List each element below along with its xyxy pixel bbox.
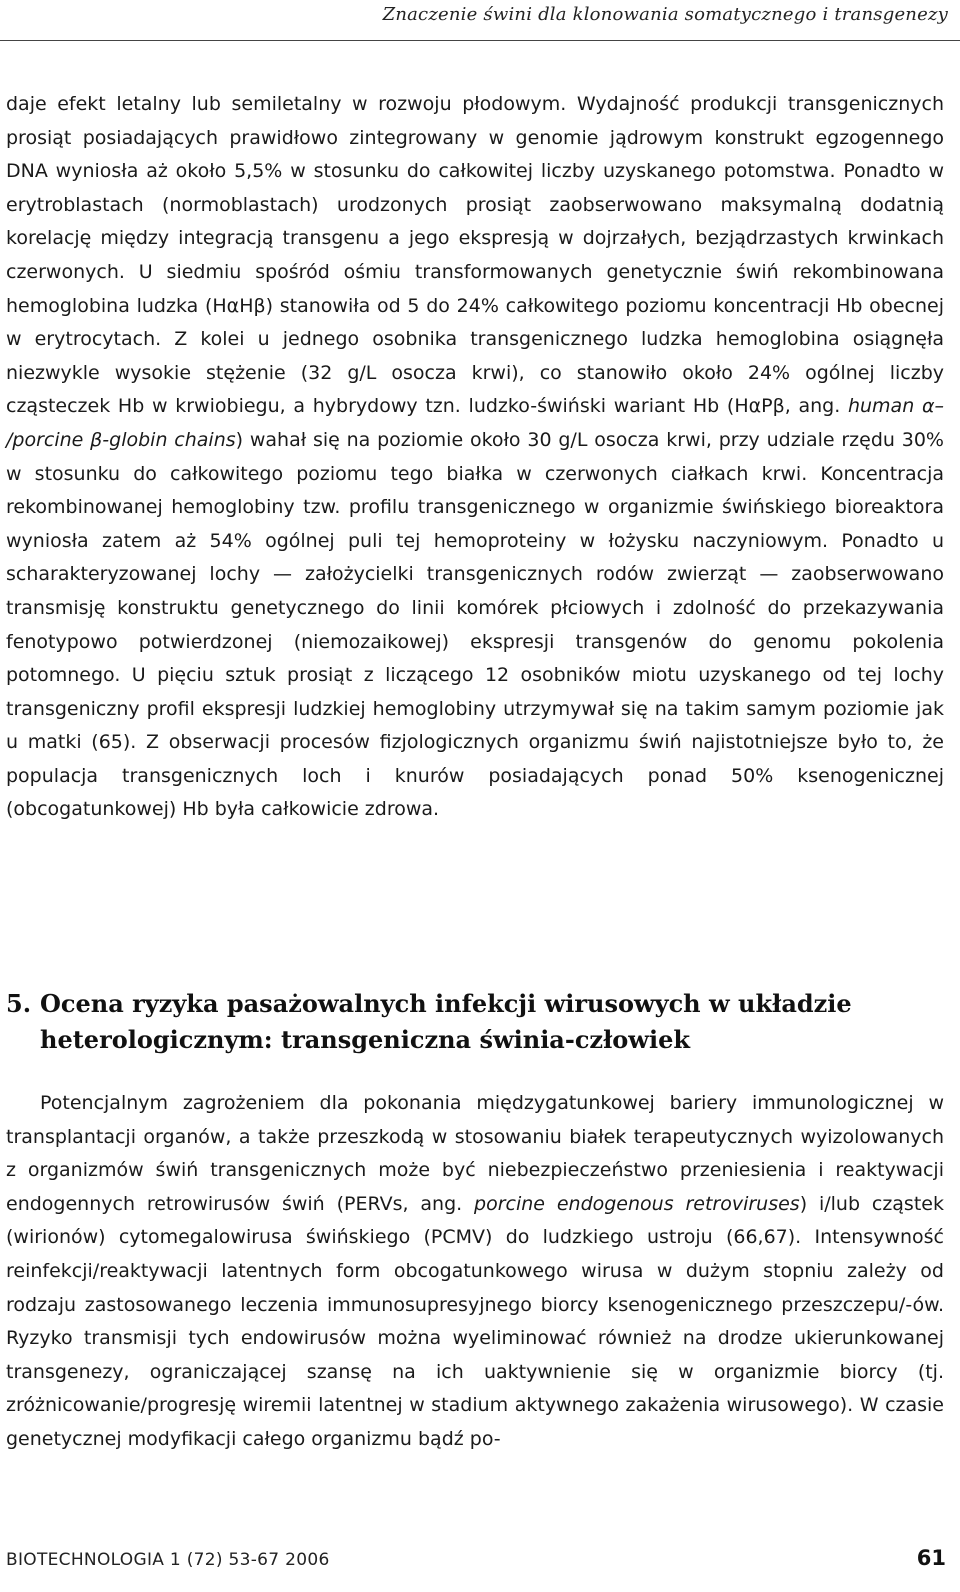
paragraph-2-italic-term: porcine endogenous retroviruses <box>474 1192 800 1215</box>
footer-journal-citation: BIOTECHNOLOGIA 1 (72) 53-67 2006 <box>6 1550 330 1570</box>
paragraph-2-text-a: Potencjalnym zagrożeniem dla pokonania międzygatunkowej bariery immunologicznej w transplantacji organów, a także przeszkodą w stosowaniu białek terapeutycznych wyizolowanych z organizmów świń transgenicznych może być niebezpieczeństwo przeniesienia i reaktywacji endogennych retrowirusów świń (PERVs, ang. <box>6 1092 944 1215</box>
body-paragraph-2 <box>6 1087 944 1457</box>
section-title-line-1: Ocena ryzyka pasażowalnych infekcji wirusowych w układzie <box>40 989 852 1018</box>
paragraph-1-text-b: ) wahał się na poziomie około 30 g/L osocza krwi, przy udziale rzędu 30% w stosunku do całkowitego poziomu tego białka w czerwonych ciałkach krwi. Koncentracja rekombinowanej hemoglobiny tzw. profilu transgenicznego w organizmie świńskiego bioreaktora wyniosła zatem aż 54% ogólnej puli tej hemoproteiny w łożysku naczyniowym. Ponadto u scharakteryzowanej lochy — założycielki transgenicznych rodów zwierząt — zaobserwowano transmisję konstruktu genetycznego do linii komórek płciowych i zdolność do przekazywania fenotypowo potwierdzonej (niemozaikowej) ekspresji transgenów do genomu pokolenia potomnego. U pięciu sztuk prosiąt z liczącego 12 osobników miotu uzyskanego od tej lochy transgeniczny profil ekspresji ludzkiej hemoglobiny utrzymywał się na takim samym poziomie jak u matki (65). Z obserwacji procesów fizjologicznych organizmu świń najistotniejsze było to, że populacja transgenicznych loch i knurów posiadających ponad 50% ksenogenicznej (obcogatunkowej) Hb była całkowicie zdrowa. <box>6 428 944 821</box>
section-number: 5. <box>6 989 32 1018</box>
section-title-line-2: heterologicznym: transgeniczna świnia-człowiek <box>40 1025 690 1054</box>
footer-page-number: 61 <box>916 1546 946 1570</box>
paragraph-1-text-a: daje efekt letalny lub semiletalny w rozwoju płodowym. Wydajność produkcji transgenicznych prosiąt posiadających prawidłowo zintegrowany w genomie jądrowym konstrukt egzogennego DNA wyniosła aż około 5,5% w stosunku do całkowitej liczby uzyskanego potomstwa. Ponadto w erytroblastach (normoblastach) urodzonych prosiąt zaobserwowano maksymalną dodatnią korelację między integracją transgenu a jego ekspresją w dojrzałych, bezjądrzastych krwinkach czerwonych. U siedmiu spośród ośmiu transformowanych genetycznie świń rekombinowana hemoglobina ludzka (HαHβ) stanowiła od 5 do 24% całkowitego poziomu koncentracji Hb obecnej w erytrocytach. Z kolei u jednego osobnika transgenicznego ludzka hemoglobina osiągnęła niezwykle wysokie stężenie (32 g/L osocza krwi), co stanowiło około 24% ogólnej liczby cząsteczek Hb w krwiobiegu, a hybrydowy tzn. ludzko-świński wariant Hb (HαPβ, ang. <box>6 93 944 418</box>
paragraph-1-italic-term: human α– /porcine β-globin chains <box>6 395 944 451</box>
paragraph-2-text-b: ) i/lub cząstek (wirionów) cytomegalowirusa świńskiego (PCMV) do ludzkiego ustroju (66,67). Intensywność reinfekcji/reaktywacji latentnych form obcogatunkowego wirusa w dużym stopniu zależy od rodzaju zastosowanego leczenia immunosupresyjnego biorcy ksenogenicznego przeszczepu/-ów. Ryzyko transmisji tych endowirusów można wyeliminować również na drodze ukierunkowanej transgenezy, ograniczającej szansę na ich uaktywnienie się w organizmie biorcy (tj. zróżnicowanie/progresję wiremii latentnej w stadium aktywnego zakażenia wirusowego). W czasie genetycznej modyfikacji całego organizmu bądź po- <box>6 1192 944 1450</box>
running-head-title: Znaczenie świni dla klonowania somatycznego i transgenezy <box>382 4 948 25</box>
section-heading <box>6 986 926 1058</box>
header-rule <box>0 40 960 41</box>
body-paragraph-1 <box>6 88 944 827</box>
